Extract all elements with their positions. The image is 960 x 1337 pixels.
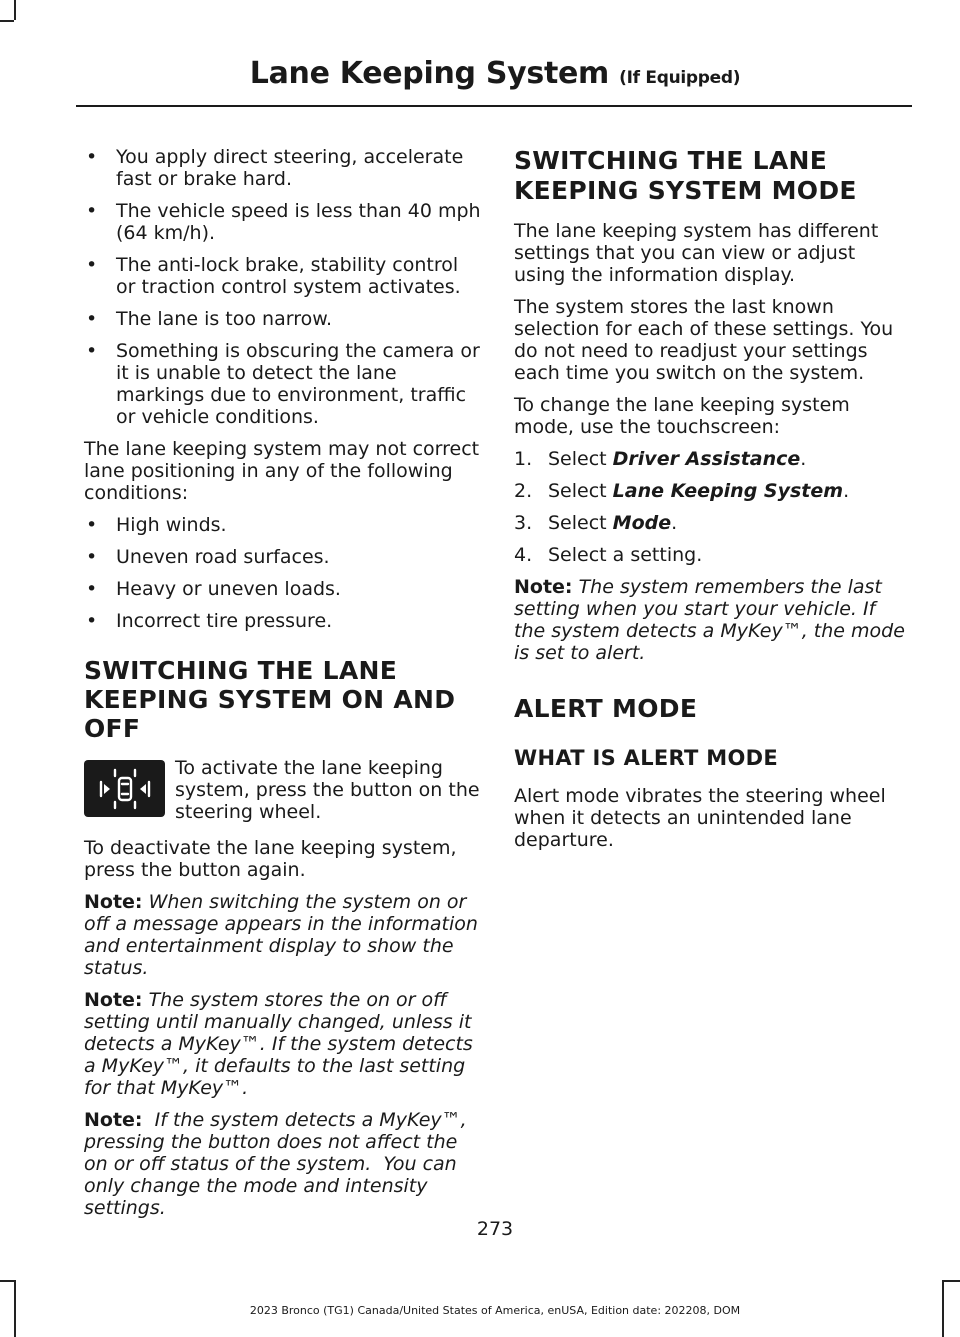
paragraph: The system stores the last known selection for each of these settings. You do not need to readjust your settings each time you switch on the system. — [514, 296, 894, 384]
page-number: 273 — [476, 1218, 514, 1240]
page-title-suffix: (If Equipped) — [619, 68, 741, 88]
list-item: • The lane is too narrow. — [86, 308, 333, 330]
limitations-list — [84, 514, 482, 632]
activate-instruction — [84, 757, 482, 823]
note: Note: The system remembers the last setting when you start your vehicle. If the system detects a MyKey™, the mode is set to alert. — [514, 576, 905, 664]
conditions-list — [84, 146, 482, 428]
paragraph: Alert mode vibrates the steering wheel when it detects an unintended lane departure. — [514, 785, 886, 851]
crop-mark — [14, 0, 16, 20]
left-column — [84, 146, 482, 1229]
section-heading-mode: SWITCHING THE LANE KEEPING SYSTEM MODE — [514, 146, 857, 205]
deactivate-text: To deactivate the lane keeping system, press the button again. — [84, 837, 457, 881]
list-item: • You apply direct steering, accelerate fast or brake hard. — [86, 146, 464, 190]
activate-text: To activate the lane keeping system, press the button on the steering wheel. — [175, 757, 480, 823]
steps-list — [514, 448, 910, 566]
header-rule — [76, 105, 912, 107]
subheading-what-is-alert: WHAT IS ALERT MODE — [514, 746, 779, 770]
note: Note: When switching the system on or off a message appears in the information and entertainment display to show the status. — [84, 891, 478, 979]
list-item: 1. Select Driver Assistance. — [514, 448, 807, 470]
lane-keeping-icon — [84, 760, 165, 817]
page-title — [0, 56, 960, 91]
note: Note: If the system detects a MyKey™, pressing the button does not affect the on or off status of the system. You can only change the mode and intensity settings. — [84, 1109, 473, 1219]
footer: 2023 Bronco (TG1) Canada/United States of America, enUSA, Edition date: 202208, DOM — [249, 1304, 741, 1317]
list-item: • Incorrect tire pressure. — [86, 610, 333, 632]
list-item: • Heavy or uneven loads. — [86, 578, 341, 600]
crop-mark — [944, 1280, 960, 1282]
section-heading-on-off: SWITCHING THE LANE KEEPING SYSTEM ON AND OFF — [84, 656, 456, 743]
section-heading-alert: ALERT MODE — [514, 694, 698, 723]
list-item: • Something is obscuring the camera or it is unable to detect the lane markings due to environment, traffic or vehicle conditions. — [86, 340, 480, 428]
list-item: • The vehicle speed is less than 40 mph (64 km/h). — [86, 200, 481, 244]
page-title-main: Lane Keeping System — [249, 56, 610, 91]
list-item: 3. Select Mode. — [514, 512, 678, 534]
paragraph: To change the lane keeping system mode, use the touchscreen: — [514, 394, 850, 438]
list-item: • Uneven road surfaces. — [86, 546, 330, 568]
paragraph: The lane keeping system may not correct lane positioning in any of the following conditions: — [84, 438, 480, 504]
crop-mark — [0, 20, 14, 22]
paragraph: The lane keeping system has different settings that you can view or adjust using the information display. — [514, 220, 879, 286]
right-column — [514, 146, 910, 861]
note: Note: The system stores the on or off setting until manually changed, unless it detects a MyKey™. If the system detects a MyKey™, it defaults to the last setting for that MyKey™. — [84, 989, 473, 1099]
list-item: • High winds. — [86, 514, 227, 536]
list-item: • The anti-lock brake, stability control or traction control system activates. — [86, 254, 461, 298]
list-item: 2. Select Lane Keeping System. — [514, 480, 850, 502]
crop-mark — [0, 1280, 14, 1282]
list-item: 4. Select a setting. — [514, 544, 703, 566]
